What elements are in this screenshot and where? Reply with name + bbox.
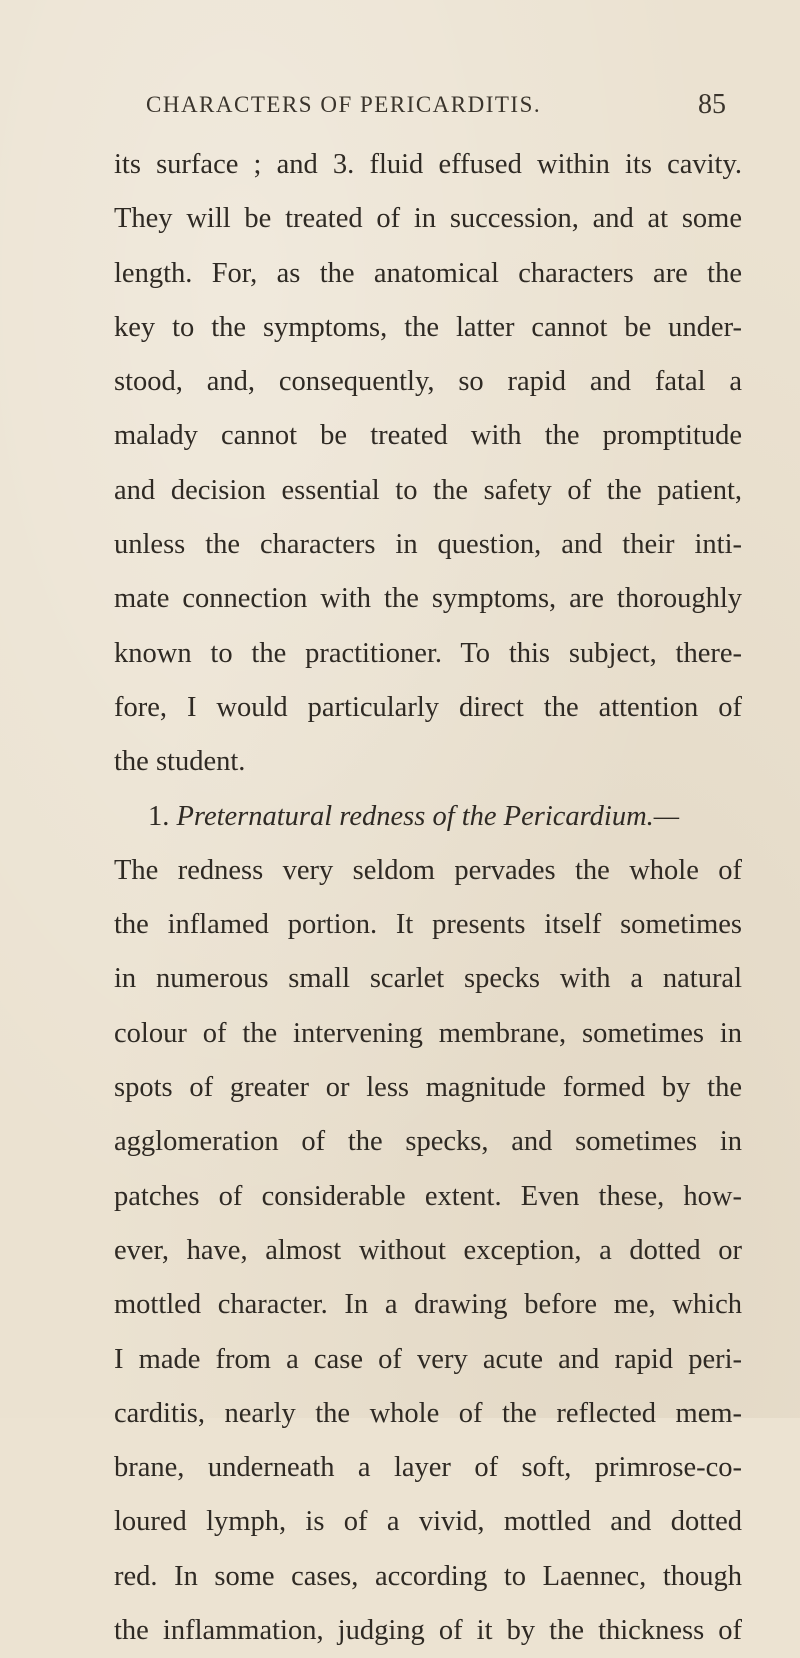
text-line: mottled character. In a drawing before me, which: [114, 1289, 742, 1321]
text-line: colour of the intervening membrane, sometimes in: [114, 1017, 742, 1049]
text-line: stood, and, consequently, so rapid and fatal a: [114, 366, 742, 398]
section-number: 1.: [148, 800, 170, 832]
text-line: the student.: [114, 746, 246, 778]
text-line: ever, have, almost without exception, a dotted or: [114, 1234, 742, 1266]
text-line: its surface ; and 3. fluid effused within its cavity.: [114, 149, 742, 180]
text-line: The redness very seldom pervades the whole of: [114, 854, 742, 886]
section-heading-text: Preternatural redness of the Pericardium.—: [176, 800, 680, 832]
text-line: malady cannot be treated with the promptitude: [114, 420, 742, 452]
section-heading: [114, 790, 742, 844]
text-body: [114, 138, 742, 1658]
page-number: 85: [698, 89, 726, 120]
text-line: They will be treated of in succession, and at some: [114, 203, 742, 235]
text-line: I made from a case of very acute and rapid peri-: [114, 1343, 742, 1375]
running-head: [146, 89, 726, 124]
text-line: and decision essential to the safety of the patient,: [114, 474, 742, 506]
text-line: mate connection with the symptoms, are thoroughly: [114, 583, 742, 615]
text-line: agglomeration of the specks, and sometimes in: [114, 1126, 742, 1158]
text-line: known to the practitioner. To this subject, there-: [114, 637, 742, 669]
running-head-title: CHARACTERS OF PERICARDITIS.: [146, 92, 542, 117]
text-line: spots of greater or less magnitude formed by the: [114, 1072, 742, 1104]
text-line: loured lymph, is of a vivid, mottled and dotted: [114, 1506, 742, 1538]
text-line: in numerous small scarlet specks with a natural: [114, 963, 742, 995]
text-line: red. In some cases, according to Laennec, though: [114, 1560, 742, 1592]
text-line: patches of considerable extent. Even these, how-: [114, 1180, 742, 1212]
text-line: length. For, as the anatomical characters are the: [114, 257, 742, 289]
text-line: the inflammation, judging of it by the thickness of: [114, 1615, 742, 1647]
text-line: carditis, nearly the whole of the reflected mem-: [114, 1397, 742, 1429]
text-line: fore, I would particularly direct the attention of: [114, 691, 742, 723]
text-line: brane, underneath a layer of soft, primrose-co-: [114, 1452, 742, 1484]
text-line: the inflamed portion. It presents itself sometimes: [114, 909, 742, 941]
text-line: key to the symptoms, the latter cannot be under-: [114, 311, 742, 343]
text-line: unless the characters in question, and their inti-: [114, 529, 742, 561]
